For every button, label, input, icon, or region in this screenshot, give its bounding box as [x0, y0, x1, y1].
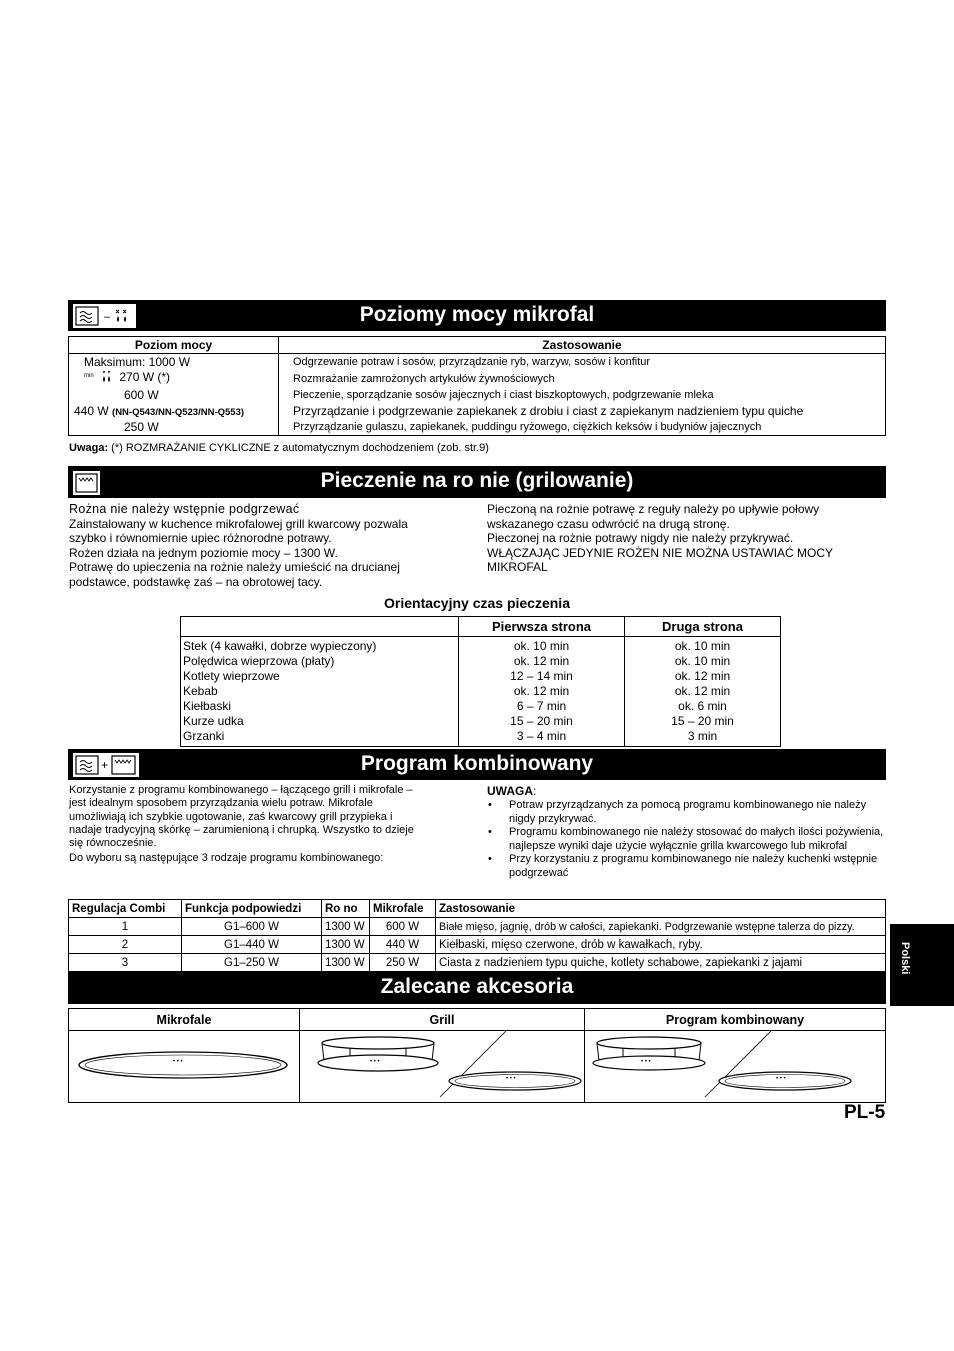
table-row: 1 G1–600 W 1300 W 600 W Białe mięso, jagnię, drób w całości, zapiekanki. Podgrzewanie wstępne talerza do pizzy. — [69, 918, 886, 936]
section-title: Poziomy mocy mikrofal — [359, 303, 595, 326]
grill-rack-and-turntable-icon — [300, 1031, 583, 1097]
table-row — [69, 419, 886, 436]
power-value: 270 W (*) — [119, 370, 171, 384]
second-side-time: 3 min — [687, 729, 718, 743]
power-models: (NN-Q543/NN-Q523/NN-Q553) — [112, 407, 245, 418]
section-band-accessories — [68, 971, 886, 1004]
col-header-grill: Grill — [300, 1009, 585, 1031]
accessory-combination — [585, 1031, 886, 1103]
item-name: Grzanki — [183, 729, 225, 743]
svg-text:• • •: • • • — [506, 1076, 516, 1082]
use-value: Przyrządzanie i podgrzewanie zapiekanek z drobiu i ciast z zapiekanym nadzieniem typu quiche — [293, 404, 804, 418]
section-band-grill — [68, 466, 886, 498]
grill-line: Potrawę do upieczenia na rożnie należy umieścić na drucianej — [69, 560, 400, 574]
grill-heading: Rożna nie należy wstępnie podgrzewać — [69, 502, 300, 516]
second-side-time: ok. 12 min — [674, 684, 731, 698]
power-value: Maksimum: 1000 W — [84, 355, 191, 369]
bullet: • — [488, 853, 492, 865]
first-side-time: 15 – 20 min — [510, 714, 573, 728]
section-title: Pieczenie na ro nie (grilowanie) — [320, 469, 634, 492]
use-value: Rozmrażanie zamrożonych artykułów żywnościowych — [293, 372, 555, 385]
accessory-grill — [300, 1031, 585, 1103]
grill-intro-right — [487, 502, 886, 575]
combination-line: umożliwiają ich szybkie ugotowanie, zaś kwarcowy grill przypieka i — [69, 810, 393, 823]
use-value: Przyrządzanie gulaszu, zapiekanek, puddingu ryżowego, ciężkich keksów i budyniów jajecznych — [293, 421, 762, 433]
svg-text:• • •: • • • — [641, 1059, 651, 1065]
first-side-time: 6 – 7 min — [516, 699, 567, 713]
turntable-icon — [69, 1031, 298, 1097]
item-name: Kebab — [183, 684, 218, 698]
first-side-time: ok. 10 min — [513, 639, 570, 653]
list-item: • Potraw przyrządzanych za pomocą programu kombinowanego nie należy nigdy przykrywać. — [488, 799, 867, 825]
combination-line: nadaje tradycyjną skórkę – zarumienioną i chrupką. Wszystko to dzieje — [69, 823, 414, 836]
uwaga-label: UWAGA — [487, 784, 533, 798]
note-label: Uwaga: — [69, 442, 109, 454]
combination-line: jest idealnym sposobem przyrządzania wielu potraw. Mikrofale — [69, 797, 373, 810]
first-side-time: ok. 12 min — [513, 684, 570, 698]
icon-separator: – — [104, 311, 111, 323]
col-header: Funkcja podpowiedzi — [182, 900, 322, 918]
grill-line: WŁĄCZAJĄC JEDYNIE ROŻEN NIE MOŻNA USTAWIAĆ MOCY — [487, 545, 834, 560]
item-name: Polędwica wieprzowa (płaty) — [183, 654, 335, 668]
combination-intro — [69, 784, 474, 866]
table-row — [69, 370, 886, 387]
grill-line: wskazanego czasu odwrócić na drugą stronę. — [487, 516, 730, 531]
note-text: (*) ROZMRAŻANIE CYKLICZNE z automatycznym dochodzeniem (zob. str.9) — [108, 442, 489, 454]
section-title: Zalecane akcesoria — [380, 975, 574, 998]
table-row — [181, 637, 781, 747]
defrost-icon — [84, 370, 116, 387]
grill-line: MIKROFAL — [487, 560, 548, 574]
combination-line: Do wyboru są następujące 3 rodzaje programu kombinowanego: — [69, 852, 384, 865]
section-title: Program kombinowany — [360, 752, 594, 775]
grill-intro-left — [69, 502, 469, 589]
use-value: Pieczenie, sporządzanie sosów jajecznych i ciast biszkoptowych, podgrzewanie mleka — [293, 389, 714, 401]
first-side-time: 12 – 14 min — [510, 669, 573, 683]
item-name: Kotlety wieprzowe — [183, 669, 280, 683]
second-side-time: ok. 12 min — [674, 669, 731, 683]
col-header: Regulacja Combi — [69, 900, 182, 918]
power-value: 600 W — [124, 388, 159, 402]
item-name: Kurze udka — [183, 714, 244, 728]
col-header: Zastosowanie — [436, 900, 886, 918]
combination-line: Korzystanie z programu kombinowanego – łączącego grill i mikrofale – — [69, 784, 413, 796]
table-row — [69, 354, 886, 371]
use-value: Odgrzewanie potraw i sosów, przyrządzanie ryb, warzyw, sosów i konfitur — [293, 356, 651, 368]
accessories-table — [68, 1008, 886, 1103]
grill-line: Rożen działa na jednym poziomie mocy – 1300 W. — [69, 545, 338, 560]
power-value: 440 W — [74, 404, 109, 418]
svg-text:min: min — [84, 373, 94, 379]
grill-line: podstawce, podstawkę zaś – na obrotowej tacy. — [69, 574, 323, 589]
second-side-time: ok. 10 min — [674, 639, 731, 653]
table-row — [69, 403, 886, 419]
item-name: Kiełbaski — [183, 699, 232, 713]
section-band-microwave-power — [68, 300, 886, 331]
language-tab — [890, 924, 954, 1006]
second-side-time: ok. 10 min — [674, 654, 731, 668]
first-side-time: ok. 12 min — [513, 654, 570, 668]
section-band-combination — [68, 749, 886, 780]
col-header: Ro no — [322, 900, 370, 918]
power-note — [69, 442, 489, 454]
combination-notes: UWAGA: • Potraw przyrządzanych za pomocą programu kombinowanego nie należy nigdy przykrywać. • Programu kombinowanego nie należy stosować do małych ilości pożywienia, najlepsze wyniki daje użycie wyłącznie grilla kwarcowego lub mikrofal • Przy korzystaniu z programu kombinowanego nie należy kuchenki wstępnie podgrzewać — [487, 784, 887, 880]
col-header-microwave: Mikrofale — [69, 1009, 300, 1031]
accessory-microwave — [69, 1031, 300, 1103]
col-header-combination: Program kombinowany — [585, 1009, 886, 1031]
combination-table — [68, 899, 886, 972]
bullet: • — [488, 826, 492, 838]
language-tab-label: Polski — [899, 942, 911, 975]
first-side-time: 3 – 4 min — [516, 729, 567, 743]
power-levels-table — [68, 336, 886, 436]
power-value: 250 W — [124, 420, 159, 434]
second-side-time: 15 – 20 min — [671, 714, 734, 728]
bullet: • — [488, 799, 492, 811]
table-row: 3 G1–250 W 1300 W 250 W Ciasta z nadzieniem typu quiche, kotlety schabowe, zapiekanki z jajami — [69, 954, 886, 972]
svg-text:• • •: • • • — [173, 1059, 183, 1065]
col-header-use: Zastosowanie — [279, 337, 886, 354]
grill-line: Pieczonej na rożnie potrawy nigdy nie należy przykrywać. — [487, 531, 794, 545]
icon-separator: + — [101, 758, 109, 772]
col-header-second-side: Druga strona — [625, 617, 781, 637]
col-header-first-side: Pierwsza strona — [459, 617, 625, 637]
second-side-time: ok. 6 min — [678, 699, 727, 713]
svg-text:• • •: • • • — [776, 1076, 786, 1082]
svg-text:• • •: • • • — [370, 1059, 380, 1065]
page-number: PL-5 — [844, 1102, 886, 1123]
table-row: 2 G1–440 W 1300 W 440 W Kiełbaski, mięso czerwone, drób w kawałkach, ryby. — [69, 936, 886, 954]
grill-line: Zainstalowany w kuchence mikrofalowej grill kwarcowy pozwala — [69, 516, 408, 531]
list-item: • Programu kombinowanego nie należy stosować do małych ilości pożywienia, najlepsze wyniki daje użycie wyłącznie grilla kwarcowego lub mikrofal — [488, 826, 884, 852]
grill-table-title: Orientacyjny czas pieczenia — [384, 595, 570, 611]
col-header-item — [181, 617, 459, 637]
col-header: Mikrofale — [370, 900, 436, 918]
table-row — [69, 387, 886, 403]
list-item: • Przy korzystaniu z programu kombinowanego nie należy kuchenki wstępnie podgrzewać — [488, 853, 878, 879]
item-name: Stek (4 kawałki, dobrze wypieczony) — [183, 639, 377, 653]
combination-rack-and-turntable-icon — [585, 1031, 885, 1097]
col-header-power: Poziom mocy — [69, 337, 279, 354]
grill-times-table — [180, 616, 781, 747]
grill-line: Pieczoną na rożnie potrawę z reguły należy po upływie połowy — [487, 502, 820, 516]
grill-line: szybko i równomiernie upiec różnorodne potrawy. — [69, 531, 332, 545]
combination-line: się równocześnie. — [69, 837, 157, 850]
